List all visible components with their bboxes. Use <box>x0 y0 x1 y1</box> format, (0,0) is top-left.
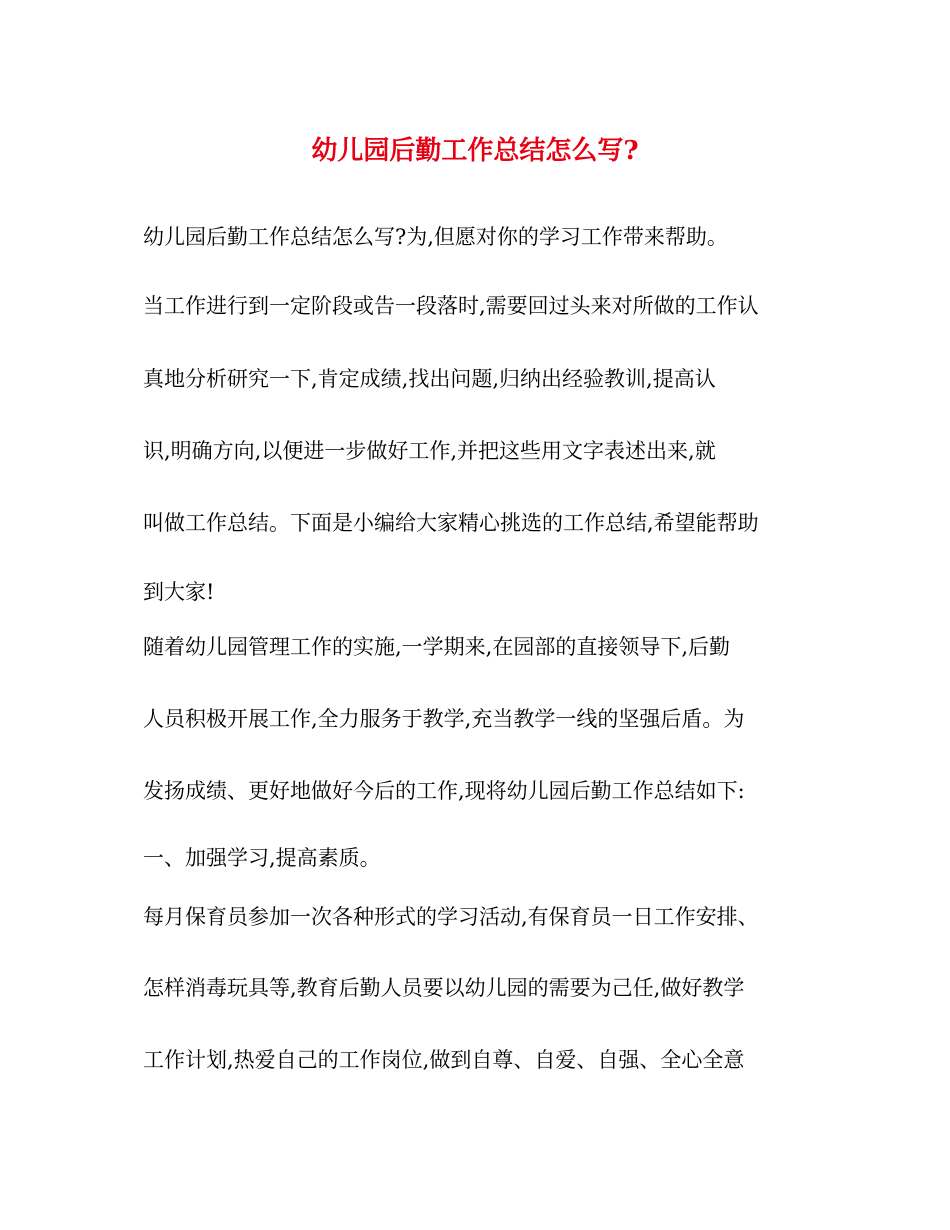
document-title: 幼儿园后勤工作总结怎么写? <box>311 136 639 166</box>
section-heading: 一、加强学习,提高素质。 <box>143 846 381 870</box>
body-line: 每月保育员参加一次各种形式的学习活动,有保育员一日工作安排、 <box>143 905 759 929</box>
body-line: 人员积极开展工作,全力服务于教学,充当教学一线的坚强后盾。为 <box>143 707 745 731</box>
body-line: 怎样消毒玩具等,教育后勤人员要以幼儿园的需要为己任,做好教学 <box>143 976 745 1000</box>
body-line: 当工作进行到一定阶段或告一段落时,需要回过头来对所做的工作认 <box>143 294 759 318</box>
body-line: 真地分析研究一下,肯定成绩,找出问题,归纳出经验教训,提高认 <box>143 367 716 391</box>
body-line: 到大家! <box>143 580 215 604</box>
body-line: 发扬成绩、更好地做好今后的工作,现将幼儿园后勤工作总结如下: <box>143 779 745 803</box>
body-line: 识,明确方向,以便进一步做好工作,并把这些用文字表述出来,就 <box>143 439 716 463</box>
body-line: 幼儿园后勤工作总结怎么写?为,但愿对你的学习工作带来帮助。 <box>143 225 728 249</box>
body-line: 叫做工作总结。下面是小编给大家精心挑选的工作总结,希望能帮助 <box>143 511 759 535</box>
body-line: 工作计划,热爱自己的工作岗位,做到自尊、自爱、自强、全心全意 <box>143 1048 745 1072</box>
body-line: 随着幼儿园管理工作的实施,一学期来,在园部的直接领导下,后勤 <box>143 635 731 659</box>
